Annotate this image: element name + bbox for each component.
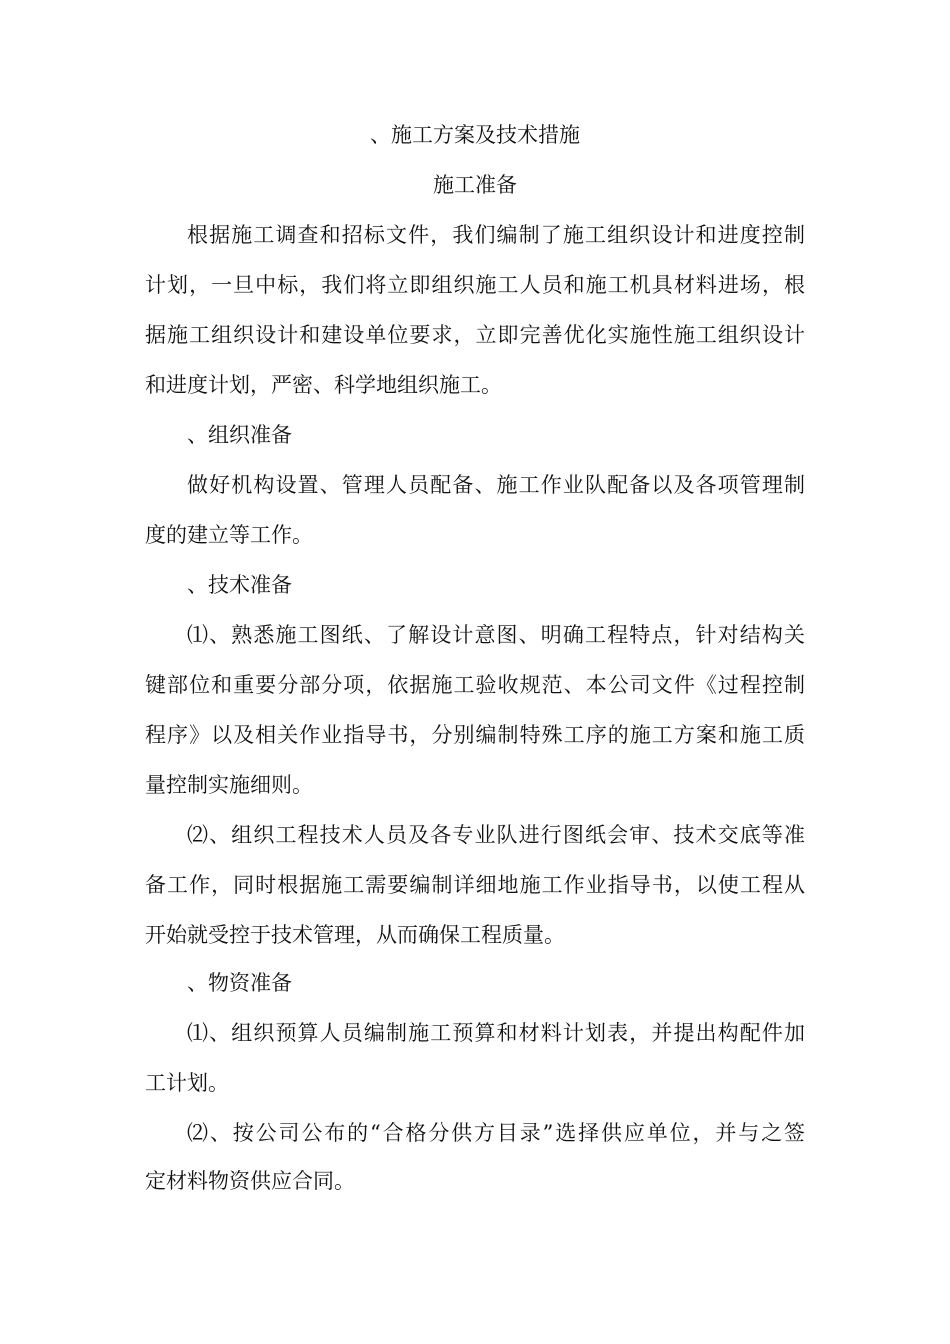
subheading: 、物资准备 (187, 971, 292, 995)
subheading: 、组织准备 (187, 423, 292, 447)
paragraph-line: 开始就受控于技术管理，从而确保工程质量。 (145, 923, 565, 947)
paragraph-line: 做好机构设置、管理人员配备、施工作业队配备以及各项管理制 (187, 473, 805, 497)
paragraph-line: 程序》以及相关作业指导书，分别编制特殊工序的施工方案和施工质 (145, 723, 805, 747)
paragraph-line: 工计划。 (145, 1071, 229, 1095)
paragraph-line: ⑴、熟悉施工图纸、了解设计意图、明确工程特点，针对结构关 (187, 623, 805, 647)
paragraph-line: ⑵、组织工程技术人员及各专业队进行图纸会审、技术交底等准 (187, 823, 805, 847)
paragraph-line: 量控制实施细则。 (145, 773, 313, 797)
paragraph-line: 定材料物资供应合同。 (145, 1169, 355, 1193)
subheading: 、技术准备 (187, 573, 292, 597)
paragraph-line: ⑴、组织预算人员编制施工预算和材料计划表，并提出构配件加 (187, 1021, 805, 1045)
paragraph-line: 键部位和重要分部分项，依据施工验收规范、本公司文件《过程控制 (145, 673, 805, 697)
paragraph-line: 计划，一旦中标，我们将立即组织施工人员和施工机具材料进场，根 (145, 273, 805, 297)
paragraph-line: 和进度计划，严密、科学地组织施工。 (145, 373, 502, 397)
document-title: 、施工方案及技术措施 (370, 123, 580, 147)
section-title: 施工准备 (433, 173, 517, 197)
paragraph-line: 度的建立等工作。 (145, 523, 313, 547)
paragraph-line: 根据施工调查和招标文件，我们编制了施工组织设计和进度控制 (187, 223, 805, 247)
paragraph-line: 据施工组织设计和建设单位要求，立即完善优化实施性施工组织设计 (145, 323, 805, 347)
paragraph-line: ⑵、按公司公布的“合格分供方目录”选择供应单位，并与之签 (187, 1121, 805, 1145)
paragraph-line: 备工作，同时根据施工需要编制详细地施工作业指导书，以使工程从 (145, 873, 805, 897)
